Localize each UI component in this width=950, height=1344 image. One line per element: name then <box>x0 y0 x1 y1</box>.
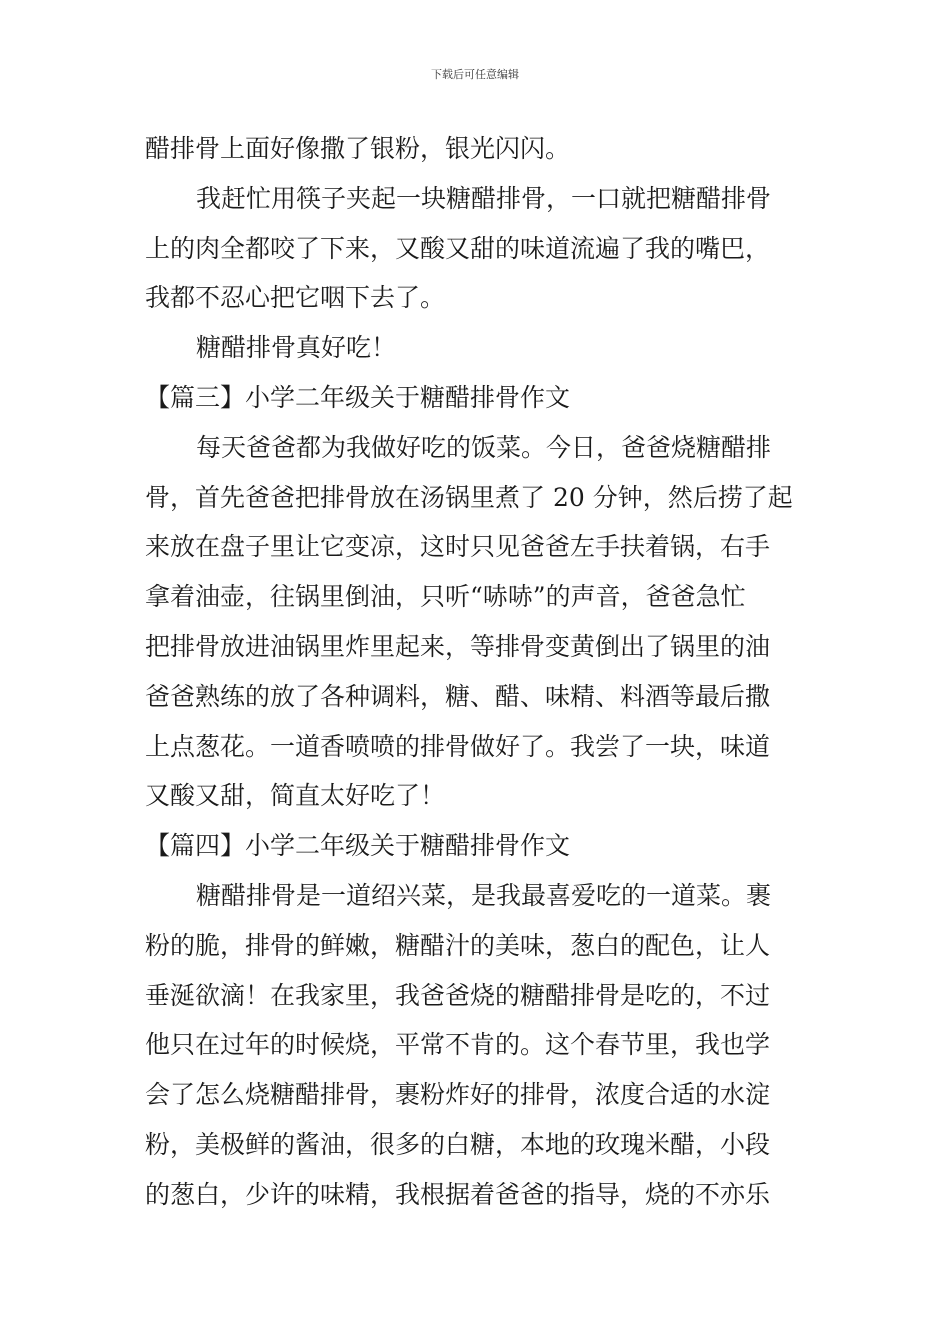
text-line: 来放在盘子里让它变凉，这时只见爸爸左手扶着锅，右手 <box>145 532 771 562</box>
text-line: 上点葱花。一道香喷喷的排骨做好了。我尝了一块，味道 <box>145 731 771 761</box>
section-heading: 【篇四】小学二年级关于糖醋排骨作文 <box>145 831 571 861</box>
paragraph-start-line: 我赶忙用筷子夹起一块糖醋排骨，一口就把糖醋排骨 <box>196 183 772 213</box>
text-line: 会了怎么烧糖醋排骨，裹粉炸好的排骨，浓度合适的水淀 <box>145 1080 771 1110</box>
document-body <box>145 124 810 1220</box>
text-line: 拿着油壶，往锅里倒油，只听“哧哧”的声音，爸爸急忙 <box>145 582 746 612</box>
text-line: 我都不忍心把它咽下去了。 <box>145 283 446 313</box>
page-header-note: 下载后可任意编辑 <box>431 68 519 81</box>
text-line: 爸爸熟练的放了各种调料，糖、醋、味精、料酒等最后撒 <box>145 681 771 711</box>
text-line: 醋排骨上面好像撒了银粉，银光闪闪。 <box>145 134 571 163</box>
text-line: 又酸又甜，简直太好吃了！ <box>145 781 446 811</box>
text-line: 骨，首先爸爸把排骨放在汤锅里煮了 20 分钟，然后捞了起 <box>145 482 793 512</box>
paragraph-start-line: 每天爸爸都为我做好吃的饭菜。今日，爸爸烧糖醋排 <box>196 432 772 462</box>
text-line: 的葱白，少许的味精，我根据着爸爸的指导，烧的不亦乐 <box>145 1179 771 1209</box>
paragraph-start-line: 糖醋排骨是一道绍兴菜，是我最喜爱吃的一道菜。裹 <box>196 880 772 910</box>
text-line: 他只在过年的时候烧，平常不肯的。这个春节里，我也学 <box>145 1030 771 1060</box>
text-line: 粉的脆，排骨的鲜嫩，糖醋汁的美味，葱白的配色，让人 <box>145 930 771 960</box>
text-line: 垂涎欲滴！在我家里，我爸爸烧的糖醋排骨是吃的，不过 <box>145 980 771 1010</box>
section-heading: 【篇三】小学二年级关于糖醋排骨作文 <box>145 382 571 412</box>
text-line: 粉，美极鲜的酱油，很多的白糖，本地的玫瑰米醋，小段 <box>145 1129 771 1159</box>
text-line: 上的肉全都咬了下来，又酸又甜的味道流遍了我的嘴巴， <box>145 233 771 263</box>
text-line: 把排骨放进油锅里炸里起来，等排骨变黄倒出了锅里的油 <box>145 631 771 661</box>
paragraph-start-line: 糖醋排骨真好吃！ <box>196 333 397 363</box>
